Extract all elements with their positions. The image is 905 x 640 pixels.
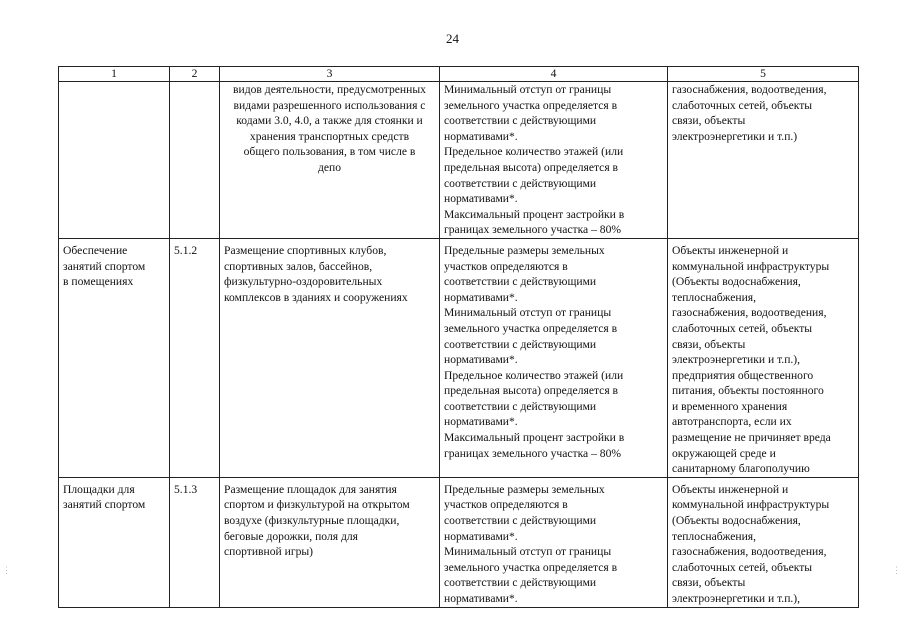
cell-text-line: общего пользования, в том числе в (243, 145, 416, 159)
page-number: 24 (446, 31, 459, 46)
land-use-parameters-cell (440, 238, 668, 477)
cell-text-line: соответствии с действующими (444, 176, 597, 190)
cell-text-line: связи, объекты (672, 114, 746, 128)
cell-text-line: соответствии с действующими (444, 576, 597, 590)
cell-text-line: (Объекты водоснабжения, (672, 275, 801, 289)
cell-text-line: соответствии с действующими (444, 399, 597, 413)
cell-text-line: нормативами*. (444, 192, 518, 206)
cell-text-line: Максимальный процент застройки в (444, 431, 625, 445)
cell-text-line: спортивных залов, бассейнов, (224, 259, 373, 273)
cell-text-line: теплоснабжения, (672, 290, 757, 304)
cell-text-line: границах земельного участка – 80% (444, 223, 622, 237)
cell-text-line: в помещениях (63, 275, 134, 289)
cell-text-line: соответствии с действующими (444, 114, 597, 128)
table-row (59, 82, 859, 239)
cell-text-line: Объекты инженерной и (672, 482, 789, 496)
auxiliary-uses-cell (668, 238, 859, 477)
cell-text-line: (Объекты водоснабжения, (672, 514, 801, 528)
cell-text-line: газоснабжения, водоотведения, (672, 306, 827, 320)
cell-text-line: соответствии с действующими (444, 337, 597, 351)
land-use-code-cell (170, 82, 220, 239)
cell-text-line: теплоснабжения, (672, 529, 757, 543)
land-use-name-cell (59, 82, 170, 239)
cell-text-line: занятий спортом (63, 498, 146, 512)
cell-text-line: газоснабжения, водоотведения, (672, 83, 827, 96)
cell-text-line: и временного хранения (672, 399, 788, 413)
cell-text-line: слаботочных сетей, объекты (672, 321, 813, 335)
table-row (59, 477, 859, 607)
land-use-table (58, 66, 859, 608)
cell-text-line: Предельное количество этажей (или (444, 145, 624, 159)
cell-text-line: Предельные размеры земельных (444, 243, 605, 257)
cell-text-line: участков определяются в (444, 259, 568, 273)
cell-text-line: Максимальный процент застройки в (444, 207, 625, 221)
cell-text-line: Объекты инженерной и (672, 243, 789, 257)
cell-text-line: нормативами*. (444, 129, 518, 143)
land-use-description-cell (220, 238, 440, 477)
cell-text-line: участков определяются в (444, 498, 568, 512)
cell-text-line: нормативами*. (444, 529, 518, 543)
cell-text-line: электроэнергетики и т.п.) (672, 129, 798, 143)
land-use-parameters-cell (440, 477, 668, 607)
cell-text-line: спортом и физкультурой на открытом (224, 498, 410, 512)
cell-text-line: предельная высота) определяется в (444, 384, 619, 398)
cell-text-line: земельного участка определяется в (444, 560, 618, 574)
cell-text-line: Размещение площадок для занятия (224, 482, 397, 496)
cell-text-line: слаботочных сетей, объекты (672, 98, 813, 112)
cell-text-line: Площадки для (63, 482, 135, 496)
table-row (59, 238, 859, 477)
cell-text-line: нормативами*. (444, 592, 518, 605)
cell-text-line: Обеспечение (63, 243, 128, 257)
cell-text-line: нормативами*. (444, 353, 518, 367)
cell-text-line: Минимальный отступ от границы (444, 306, 612, 320)
cell-text-line: беговые дорожки, поля для (224, 529, 358, 543)
column-header-3: 3 (220, 67, 440, 82)
cell-text-line: предприятия общественного (672, 368, 814, 382)
cell-text-line: размещение не причиняет вреда (672, 431, 831, 445)
cell-text-line: видами разрешенного использования с (233, 98, 426, 112)
cell-text-line: видов деятельности, предусмотренных (233, 83, 426, 96)
cell-text-line: соответствии с действующими (444, 514, 597, 528)
cell-text-line: связи, объекты (672, 576, 746, 590)
land-use-code-cell: 5.1.3 (170, 477, 220, 607)
cell-text-line: комплексов в зданиях и сооружениях (224, 290, 408, 304)
cell-text-line: автотранспорта, если их (672, 415, 792, 429)
cell-text-line: Минимальный отступ от границы (444, 83, 612, 96)
cell-text-line: предельная высота) определяется в (444, 160, 619, 174)
cell-text-line: газоснабжения, водоотведения, (672, 545, 827, 559)
cell-text-line: коммунальной инфраструктуры (672, 259, 830, 273)
cell-text-line: границах земельного участка – 80% (444, 446, 622, 460)
land-use-parameters-cell (440, 82, 668, 239)
land-use-name-cell (59, 238, 170, 477)
cell-text-line: кодами 3.0, 4.0, а также для стоянки и (236, 114, 423, 128)
scan-edge-mark: ⋮ (2, 565, 11, 575)
land-use-description-cell (220, 82, 440, 239)
table-body (59, 82, 859, 608)
cell-text-line: окружающей среде и (672, 446, 776, 460)
cell-text-line: слаботочных сетей, объекты (672, 560, 813, 574)
cell-text-line: электроэнергетики и т.п.), (672, 592, 801, 605)
scan-edge-mark: ⋮ (892, 565, 901, 575)
cell-text-line: коммунальной инфраструктуры (672, 498, 830, 512)
column-header-1: 1 (59, 67, 170, 82)
cell-text-line: земельного участка определяется в (444, 98, 618, 112)
cell-text-line: нормативами*. (444, 290, 518, 304)
cell-text-line: Предельное количество этажей (или (444, 368, 624, 382)
cell-text-line: хранения транспортных средств (249, 129, 410, 143)
cell-text-line: воздухе (физкультурные площадки, (224, 514, 400, 528)
cell-text-line: связи, объекты (672, 337, 746, 351)
cell-text-line: электроэнергетики и т.п.), (672, 353, 801, 367)
land-use-description-cell (220, 477, 440, 607)
cell-text-line: земельного участка определяется в (444, 321, 618, 335)
cell-text-line: Предельные размеры земельных (444, 482, 605, 496)
table-header-row (59, 67, 859, 82)
cell-text-line: нормативами*. (444, 415, 518, 429)
cell-text-line: Минимальный отступ от границы (444, 545, 612, 559)
land-use-code-cell: 5.1.2 (170, 238, 220, 477)
cell-text-line: депо (317, 160, 342, 174)
cell-text-line: спортивной игры) (224, 545, 314, 559)
cell-text-line: санитарному благополучию (672, 462, 810, 476)
cell-text-line: соответствии с действующими (444, 275, 597, 289)
cell-text-line: Размещение спортивных клубов, (224, 243, 387, 257)
auxiliary-uses-cell (668, 82, 859, 239)
cell-text-line: занятий спортом (63, 259, 146, 273)
auxiliary-uses-cell (668, 477, 859, 607)
cell-text-line: питания, объекты постоянного (672, 384, 824, 398)
land-use-name-cell (59, 477, 170, 607)
column-header-2: 2 (170, 67, 220, 82)
column-header-4: 4 (440, 67, 668, 82)
cell-text-line: физкультурно-оздоровительных (224, 275, 383, 289)
column-header-5: 5 (668, 67, 859, 82)
